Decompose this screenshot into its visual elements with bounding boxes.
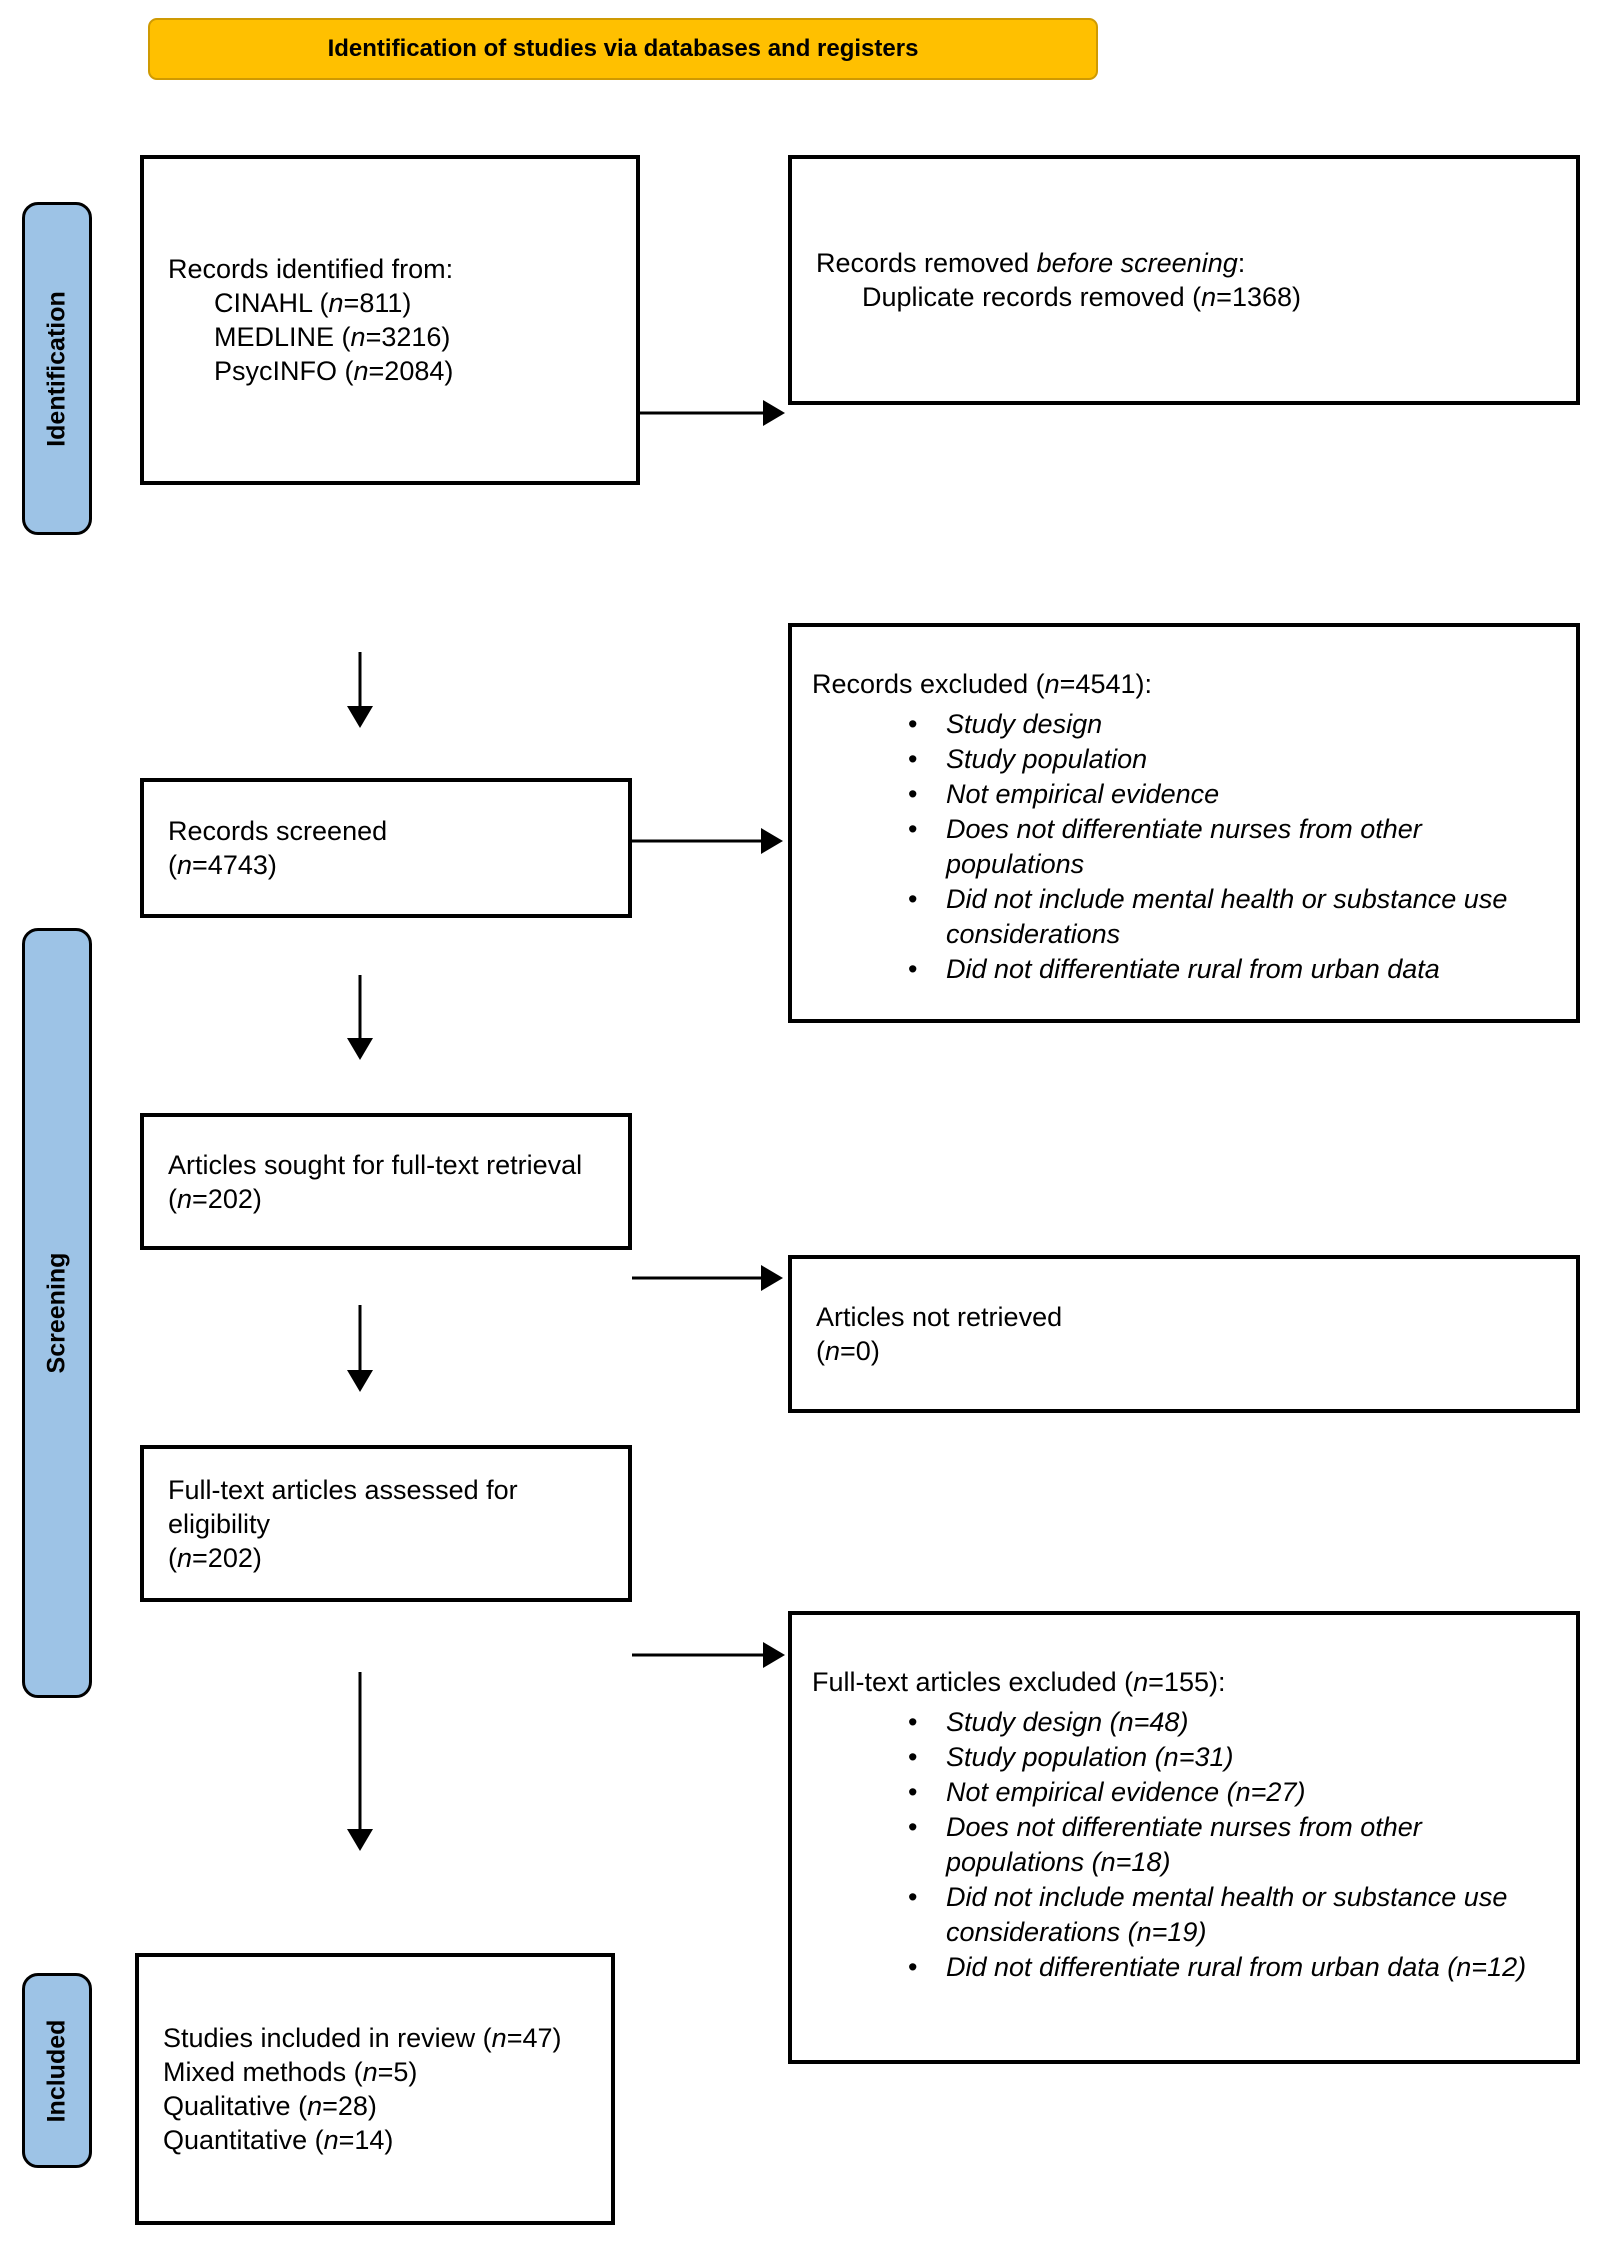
- box-records-removed: [788, 155, 1580, 405]
- records-excluded-reasons: [812, 707, 1562, 987]
- studies-included-qualitative: Qualitative (n=28): [163, 2091, 377, 2121]
- excluded-reason: • Not empirical evidence: [946, 777, 1561, 812]
- arrow-screened-to-sought: [347, 975, 373, 1060]
- arrow-right-icon: [763, 1642, 785, 1668]
- stage-label-screening-text: Screening: [42, 1252, 71, 1374]
- banner: [148, 18, 1098, 80]
- excluded-reason: • Does not differentiate nurses from other populations (n=18): [946, 1810, 1561, 1880]
- excluded-reason: • Not empirical evidence (n=27): [946, 1775, 1561, 1810]
- excluded-reason: • Did not differentiate rural from urban data: [946, 952, 1561, 987]
- banner-title: Identification of studies via databases and registers: [327, 35, 919, 62]
- arrow-down-icon: [347, 1038, 373, 1060]
- arrow-right-icon: [761, 828, 783, 854]
- arrow-right-icon: [761, 1265, 783, 1291]
- records-identified-medline: MEDLINE (n=3216): [214, 322, 451, 352]
- articles-not-retrieved-count: (n=0): [816, 1336, 880, 1366]
- stage-label-identification: [22, 202, 92, 535]
- articles-sought-title: Articles sought for full-text retrieval: [168, 1149, 583, 1180]
- excluded-reason: • Did not include mental health or substance use considerations: [946, 882, 1561, 952]
- records-identified-psycinfo: PsycINFO (n=2084): [214, 356, 454, 386]
- studies-included-mixed: Mixed methods (n=5): [163, 2057, 418, 2087]
- stage-label-included-text: Included: [42, 2019, 71, 2122]
- arrow-shaft: [359, 652, 362, 710]
- box-records-excluded: [788, 623, 1580, 1023]
- box-fulltext-assessed: [140, 1445, 632, 1602]
- arrow-screened-to-excluded: [632, 828, 783, 854]
- arrow-identified-to-removed: [640, 400, 785, 426]
- fulltext-assessed-title: Full-text articles assessed for eligibility: [168, 1474, 518, 1539]
- arrow-shaft: [359, 1672, 362, 1833]
- excluded-reason: • Did not include mental health or substance use considerations (n=19): [946, 1880, 1561, 1950]
- box-records-screened: [140, 778, 632, 918]
- stage-label-included: [22, 1973, 92, 2168]
- excluded-reason: • Does not differentiate nurses from other populations: [946, 812, 1561, 882]
- studies-included-quantitative: Quantitative (n=14): [163, 2125, 394, 2155]
- arrow-identified-to-screened: [347, 652, 373, 728]
- records-removed-title: Records removed before screening:: [816, 248, 1246, 278]
- box-fulltext-excluded: [788, 1611, 1580, 2064]
- records-excluded-title: Records excluded (n=4541):: [812, 669, 1152, 699]
- arrow-shaft: [632, 1654, 767, 1657]
- records-screened-count: (n=4743): [168, 850, 277, 880]
- arrow-shaft: [632, 1277, 765, 1280]
- fulltext-excluded-reasons: [812, 1705, 1562, 1985]
- stage-label-identification-text: Identification: [42, 290, 71, 447]
- box-articles-not-retrieved: [788, 1255, 1580, 1413]
- box-studies-included: [135, 1953, 615, 2225]
- arrow-shaft: [632, 840, 765, 843]
- arrow-assessed-to-excluded: [632, 1642, 785, 1668]
- records-removed-duplicates: Duplicate records removed (n=1368): [862, 282, 1301, 312]
- articles-not-retrieved-title: Articles not retrieved: [816, 1302, 1063, 1332]
- studies-included-title: Studies included in review (n=47): [163, 2023, 562, 2053]
- arrow-down-icon: [347, 706, 373, 728]
- box-articles-sought: [140, 1113, 632, 1250]
- arrow-down-icon: [347, 1829, 373, 1851]
- records-identified-title: Records identified from:: [168, 254, 454, 284]
- arrow-shaft: [640, 412, 767, 415]
- arrow-assessed-to-included: [347, 1672, 373, 1851]
- arrow-shaft: [359, 975, 362, 1042]
- articles-sought-count: (n=202): [168, 1183, 262, 1214]
- fulltext-assessed-count: (n=202): [168, 1542, 262, 1573]
- excluded-reason: • Study population: [946, 742, 1561, 777]
- arrow-shaft: [359, 1305, 362, 1374]
- arrow-sought-to-not-retrieved: [632, 1265, 783, 1291]
- excluded-reason: • Did not differentiate rural from urban data (n=12): [946, 1950, 1561, 1985]
- excluded-reason: • Study design: [946, 707, 1561, 742]
- box-records-identified: [140, 155, 640, 485]
- stage-label-screening: [22, 928, 92, 1698]
- arrow-right-icon: [763, 400, 785, 426]
- arrow-sought-to-assessed: [347, 1305, 373, 1392]
- excluded-reason: • Study design (n=48): [946, 1705, 1561, 1740]
- records-screened-title: Records screened: [168, 816, 388, 846]
- arrow-down-icon: [347, 1370, 373, 1392]
- excluded-reason: • Study population (n=31): [946, 1740, 1561, 1775]
- records-identified-cinahl: CINAHL (n=811): [214, 288, 412, 318]
- fulltext-excluded-title: Full-text articles excluded (n=155):: [812, 1667, 1226, 1697]
